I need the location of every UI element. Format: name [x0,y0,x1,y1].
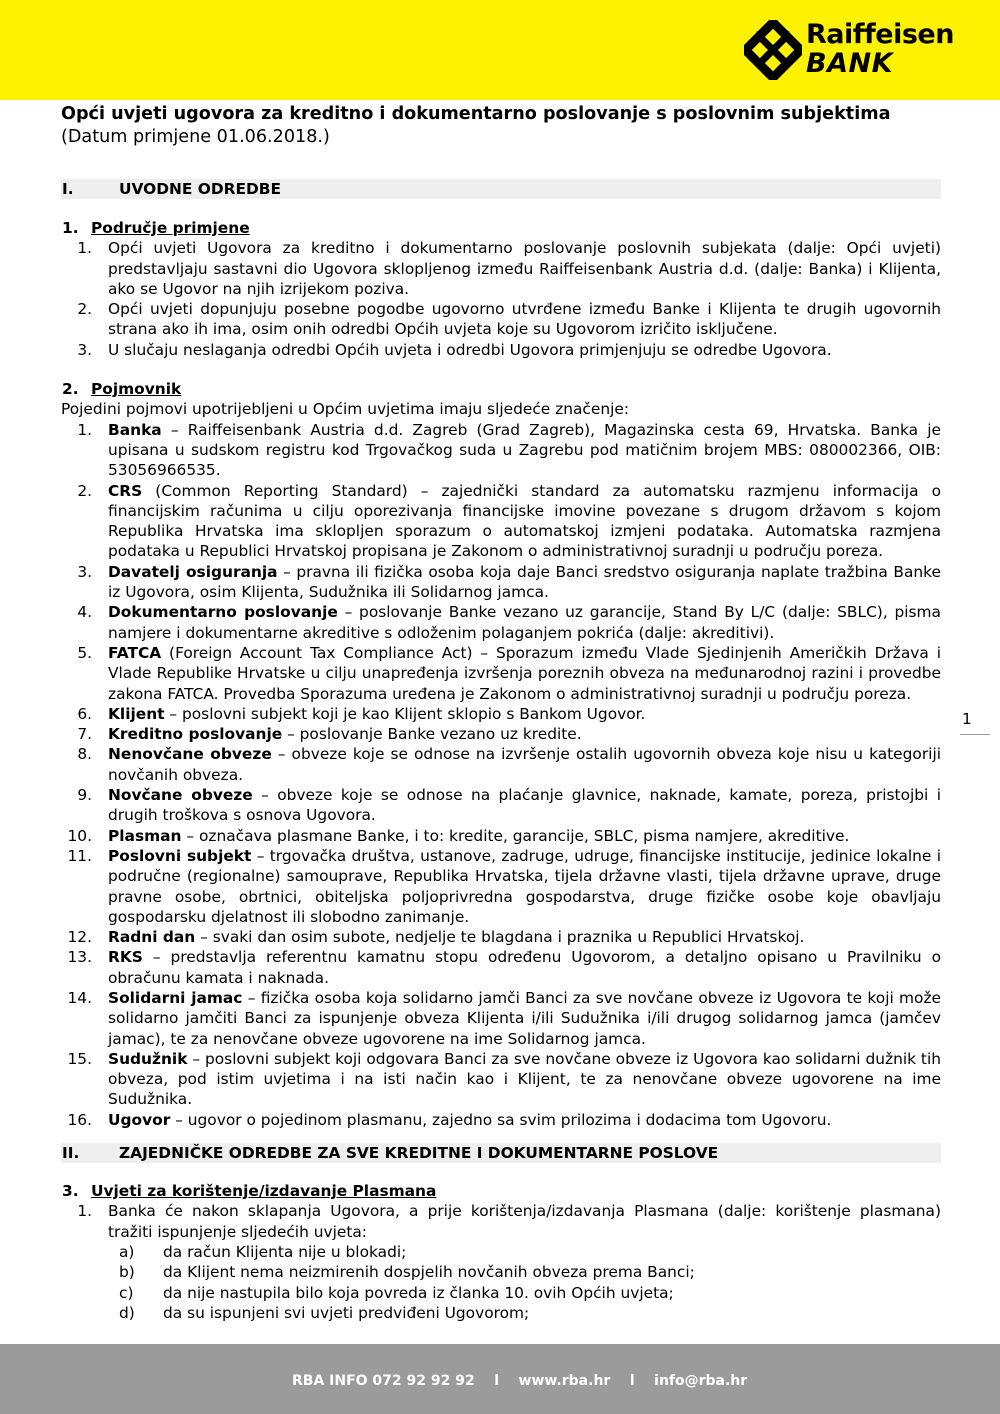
definition-item: 2. CRS (Common Reporting Standard) – zajednički standard za automatsku razmjenu informacija o financijskim računima u cilju oporezivanja financijske imovine povezane s drugom državom s kojom Republika Hrvatska ima sklopljen sporazum o automatskoj izmjeni podataka. Automatska razmjena podataka u Republici Hrvatskoj propisana je Zakonom o administrativnoj suradnji u području poreza. [77,481,941,561]
bank-logo[interactable] [744,20,964,82]
logo-brand-bank: BANK [806,48,893,79]
page-number-rule [960,734,990,735]
section-heading-1 [61,179,941,199]
list-item: 2. Opći uvjeti dopunjuju posebne pogodbe ugovorno utvrđene između Banke i Klijenta te drugih ugovornih strana ako ih ima, osim onih odredbi Općih uvjeta koje su Ugovorom izričito isključene. [77,300,941,339]
footer-phone[interactable]: RBA INFO 072 92 92 92 [292,1373,475,1389]
definition-term: Davatelj osiguranja [108,562,278,581]
definition-term: Ugovor [108,1110,171,1129]
definition-item: 6. Klijent – poslovni subjekt koji je kao Klijent sklopio s Bankom Ugovor. [77,704,646,723]
definition-item: 7. Kreditno poslovanje – poslovanje Banke vezano uz kredite. [77,725,582,744]
definition-term: Klijent [108,704,165,723]
section-number: I. [62,179,74,198]
list-item: 1. Opći uvjeti Ugovora za kreditno i dokumentarno poslovanje poslovnih subjekata (dalje: Opći uvjeti) predstavljaju sastavni dio Ugovora sklopljenog između Raiffeisenbank Austria d.d. (dalje: Banka) i Klijenta, ako se Ugovor na njih izrijekom poziva. [77,239,941,298]
sub-list-item: b) da Klijent nema neizmirenih dospjelih novčanih obveza prema Banci; [119,1263,695,1282]
footer-email-link[interactable]: info@rba.hr [654,1373,748,1389]
list-item: 1. Banka će nakon sklapanja Ugovora, a prije korištenja/izdavanja Plasmana (dalje: korištenje plasmana) tražiti ispunjenje sljedećih uvjeta: [77,1202,941,1241]
definition-item: 1. Banka – Raiffeisenbank Austria d.d. Zagreb (Grad Zagreb), Magazinska cesta 69, Hrvatska. Banka je upisana u sudskom registru kod Trgovačkog suda u Zagrebu pod matičnim brojem MBS: 080002366, OIB: 53056966535. [77,420,941,480]
article-title: Uvjeti za korištenje/izdavanje Plasmana [91,1182,437,1201]
definition-term: Solidarni jamac [108,988,243,1007]
definition-term: FATCA [108,643,162,662]
footer-separator: l [629,1373,635,1389]
list-item: 3. U slučaju neslaganja odredbi Općih uvjeta i odredbi Ugovora primjenjuju se odredbe Ugovora. [77,340,832,359]
definition-term: Banka [108,420,162,439]
section-heading-2 [61,1143,941,1163]
raiffeisen-crossed-horses-icon [744,20,802,80]
article-heading-2 [61,379,941,399]
definition-term: Dokumentarno poslovanje [108,603,338,622]
article-number: 1. [62,219,79,237]
footer-contact [292,1344,747,1414]
definition-term: Sudužnik [108,1049,188,1068]
footer-web-link[interactable]: www.rba.hr [518,1373,611,1389]
page-number: 1 [962,710,972,728]
definition-item: 4. Dokumentarno poslovanje – poslovanje Banke vezano uz garancije, Stand By L/C (dalje: SBLC), pisma namjere i dokumentarne akreditive s odloženim polaganjem pokrića (dalje: akreditivi). [77,603,941,642]
definition-item: 3. Davatelj osiguranja – pravna ili fizička osoba koja daje Banci sredstvo osiguranja naplate tražbina Banke iz Ugovora, osim Klijenta, Sudužnika ili Solidarnog jamca. [77,562,941,602]
definition-term: Novčane obveze [108,786,253,805]
sub-list-item: d) da su ispunjeni svi uvjeti predviđeni Ugovorom; [119,1303,530,1322]
sub-list-item: c) da nije nastupila bilo koja povreda iz članka 10. ovih Općih uvjeta; [119,1283,674,1302]
section-number: II. [62,1143,80,1162]
section-title: UVODNE ODREDBE [119,179,281,198]
definition-item: 14. Solidarni jamac – fizička osoba koja solidarno jamči Banci za sve novčane obveze iz Ugovora te koji može solidarno jamčiti Banci za ispunjenje obveza Klijenta i/ili Sudužnika i/ili drugog solidarnog jamca (jamčev jamac), te za nenovčane obveze ugovorene na ime Solidarnog jamca. [67,988,941,1048]
definition-item: 5. FATCA (Foreign Account Tax Compliance Act) – Sporazum između Vlade Sjedinjenih Američkih Država i Vlade Republike Hrvatske u cilju unapređenja izvršenja poreznih obveza na međunarodnoj razini i provedbe zakona FATCA. Provedba Sporazuma uređena je Zakonom o administrativnoj suradnji u području poreza. [77,643,941,703]
definition-item: 8. Nenovčane obveze – obveze koje se odnose na izvršenje ostalih ugovornih obveza koje nisu u kategoriji novčanih obveza. [77,745,941,784]
article-intro: Pojedini pojmovi upotrijebljeni u Općim uvjetima imaju sljedeće značenje: [61,400,630,419]
definition-term: RKS [108,948,143,967]
article-heading-3 [61,1181,941,1201]
definition-item: 10. Plasman – označava plasmane Banke, i to: kredite, garancije, SBLC, pisma namjere, akreditive. [67,826,850,845]
definition-item: 16. Ugovor – ugovor o pojedinom plasmanu, zajedno sa svim prilozima i dodacima tom Ugovoru. [67,1110,832,1129]
definition-term: Kreditno poslovanje [108,725,283,744]
footer-band [0,1344,1000,1414]
logo-wordmark [806,20,954,78]
article-number: 3. [62,1182,79,1201]
header-band [0,0,1000,100]
document-body [61,103,941,1323]
definition-item: 11. Poslovni subjekt – trgovačka društva, ustanove, zadruge, udruge, financijske institucije, jedinice lokalne i područne (regionalne) samouprave, Republika Hrvatska, tijela državne vlasti, tijela državne uprave, druge pravne osobe, obrtnici, obiteljska poljoprivredna gospodarstva, druge fizičke osobe koje obavljaju gospodarsku djelatnost ili slobodno zanimanje. [67,846,941,926]
definition-item: 12. Radni dan – svaki dan osim subote, nedjelje te blagdana i praznika u Republici Hrvatskoj. [67,928,805,947]
definition-term: Plasman [108,826,182,845]
article-heading-1 [61,218,941,238]
definition-item: 9. Novčane obveze – obveze koje se odnose na plaćanje glavnice, naknade, kamate, poreza, pristojbi i drugih troškova s osnova Ugovora. [77,786,941,825]
logo-brand-name: Raiffeisen [806,19,954,50]
article-number: 2. [62,380,79,399]
footer-separator: l [494,1373,500,1389]
definition-item: 13. RKS – predstavlja referentnu kamatnu stopu određenu Ugovorom, a detaljno opisano u Pravilniku o obračunu kamata i naknada. [67,948,941,987]
document-date: (Datum primjene 01.06.2018.) [61,127,330,147]
definition-term: Radni dan [108,928,196,947]
article-title: Pojmovnik [91,380,182,399]
definition-term: Poslovni subjekt [108,846,252,865]
sub-list-item: a) da račun Klijenta nije u blokadi; [119,1242,407,1261]
definition-term: CRS [108,481,143,500]
article-title: Područje primjene [91,219,250,237]
definition-item: 15. Sudužnik – poslovni subjekt koji odgovara Banci za sve novčane obveze iz Ugovora kao solidarni dužnik tih obveza, pod istim uvjetima i na isti način kao i Klijent, te za nenovčane obveze ugovorene na ime Sudužnika. [67,1049,941,1109]
document-title: Opći uvjeti ugovora za kreditno i dokumentarno poslovanje s poslovnim subjektima [61,104,891,124]
definition-term: Nenovčane obveze [108,745,272,764]
section-title: ZAJEDNIČKE ODREDBE ZA SVE KREDITNE I DOKUMENTARNE POSLOVE [119,1143,719,1162]
